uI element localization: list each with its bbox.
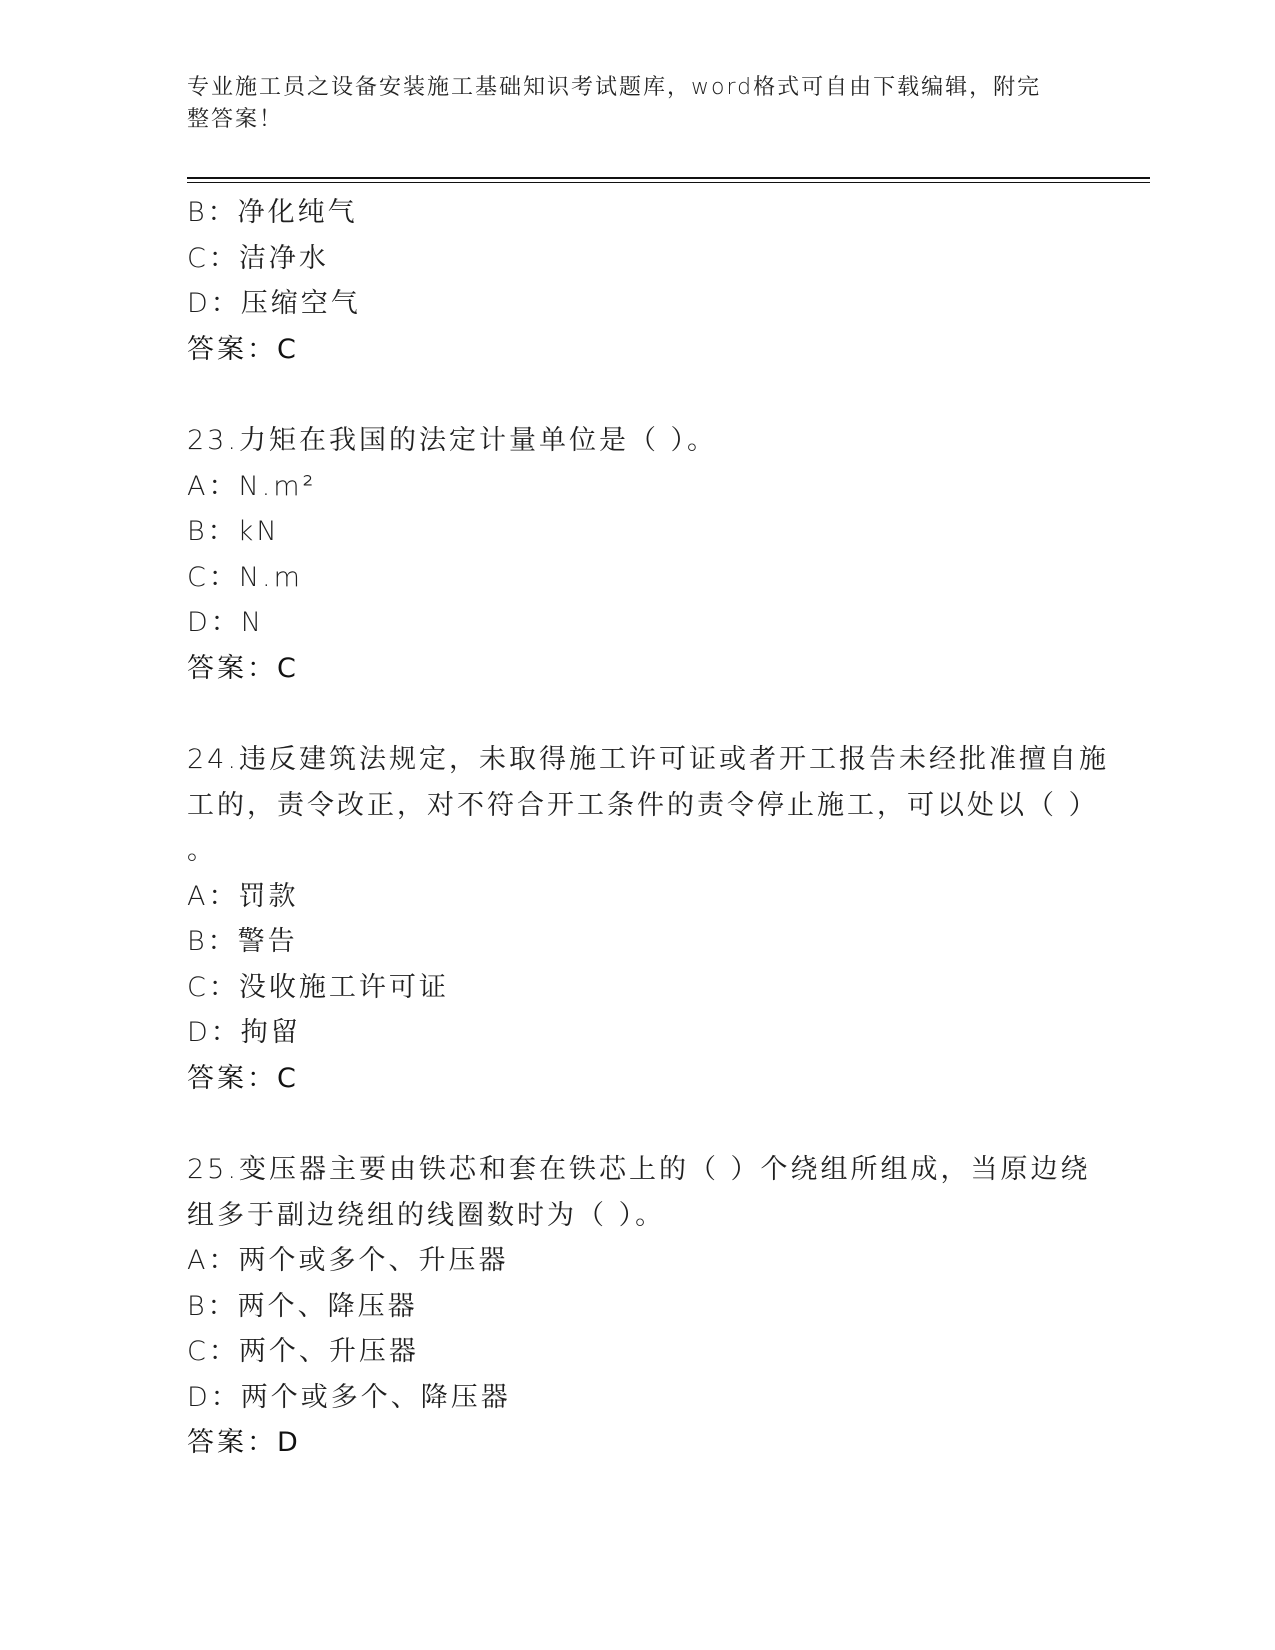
question-22 [187, 190, 1087, 372]
header-divider-thick [187, 177, 1150, 179]
question-text: 23.力矩在我国的法定计量单位是（ ）。 [187, 425, 718, 456]
answer-line: 答案：C [187, 1062, 299, 1094]
option-d: D：拘留 [187, 1017, 301, 1048]
option-a: A：罚款 [187, 880, 299, 912]
question-text-line-3: 。 [187, 835, 217, 866]
header-divider-thin [187, 182, 1150, 183]
answer-line: 答案：D [187, 1427, 301, 1458]
spacer [187, 691, 1087, 737]
document-header-note: 专业施工员之设备安装施工基础知识考试题库，word格式可自由下载编辑，附完 整答案！ [187, 75, 1042, 132]
option-b: B：警告 [187, 926, 298, 957]
question-text-line-1: 25.变压器主要由铁芯和套在铁芯上的（ ）个绕组所组成，当原边绕 [187, 1154, 1091, 1185]
answer-line: 答案：C [187, 652, 299, 684]
option-b: B：两个、降压器 [187, 1290, 418, 1322]
option-d: D：两个或多个、降压器 [187, 1381, 511, 1413]
option-c: C：N.m [187, 561, 303, 593]
option-c: C：两个、升压器 [187, 1336, 419, 1367]
question-text-line-1: 24.违反建筑法规定，未取得施工许可证或者开工报告未经批准擅自施 [187, 744, 1109, 775]
question-text-line-2: 工的，责令改正，对不符合开工条件的责令停止施工，可以处以（ ） [187, 789, 1099, 821]
option-d: D：压缩空气 [187, 288, 361, 319]
option-a: A：N.m² [187, 470, 317, 502]
option-d: D：N [187, 607, 264, 638]
option-a: A：两个或多个、升压器 [187, 1245, 509, 1276]
question-list [187, 190, 1109, 1466]
question-text-line-2: 组多于副边绕组的线圈数时为（ ）。 [187, 1199, 666, 1231]
question-24 [187, 737, 1109, 1101]
question-23 [187, 418, 1087, 691]
option-c: C：洁净水 [187, 242, 329, 274]
option-b: B：净化纯气 [187, 197, 358, 228]
spacer [187, 1101, 1087, 1147]
spacer [187, 372, 1087, 418]
answer-line: 答案：C [187, 333, 299, 365]
option-b: B：kN [187, 516, 280, 547]
option-c: C：没收施工许可证 [187, 971, 449, 1003]
question-25 [187, 1147, 1091, 1466]
